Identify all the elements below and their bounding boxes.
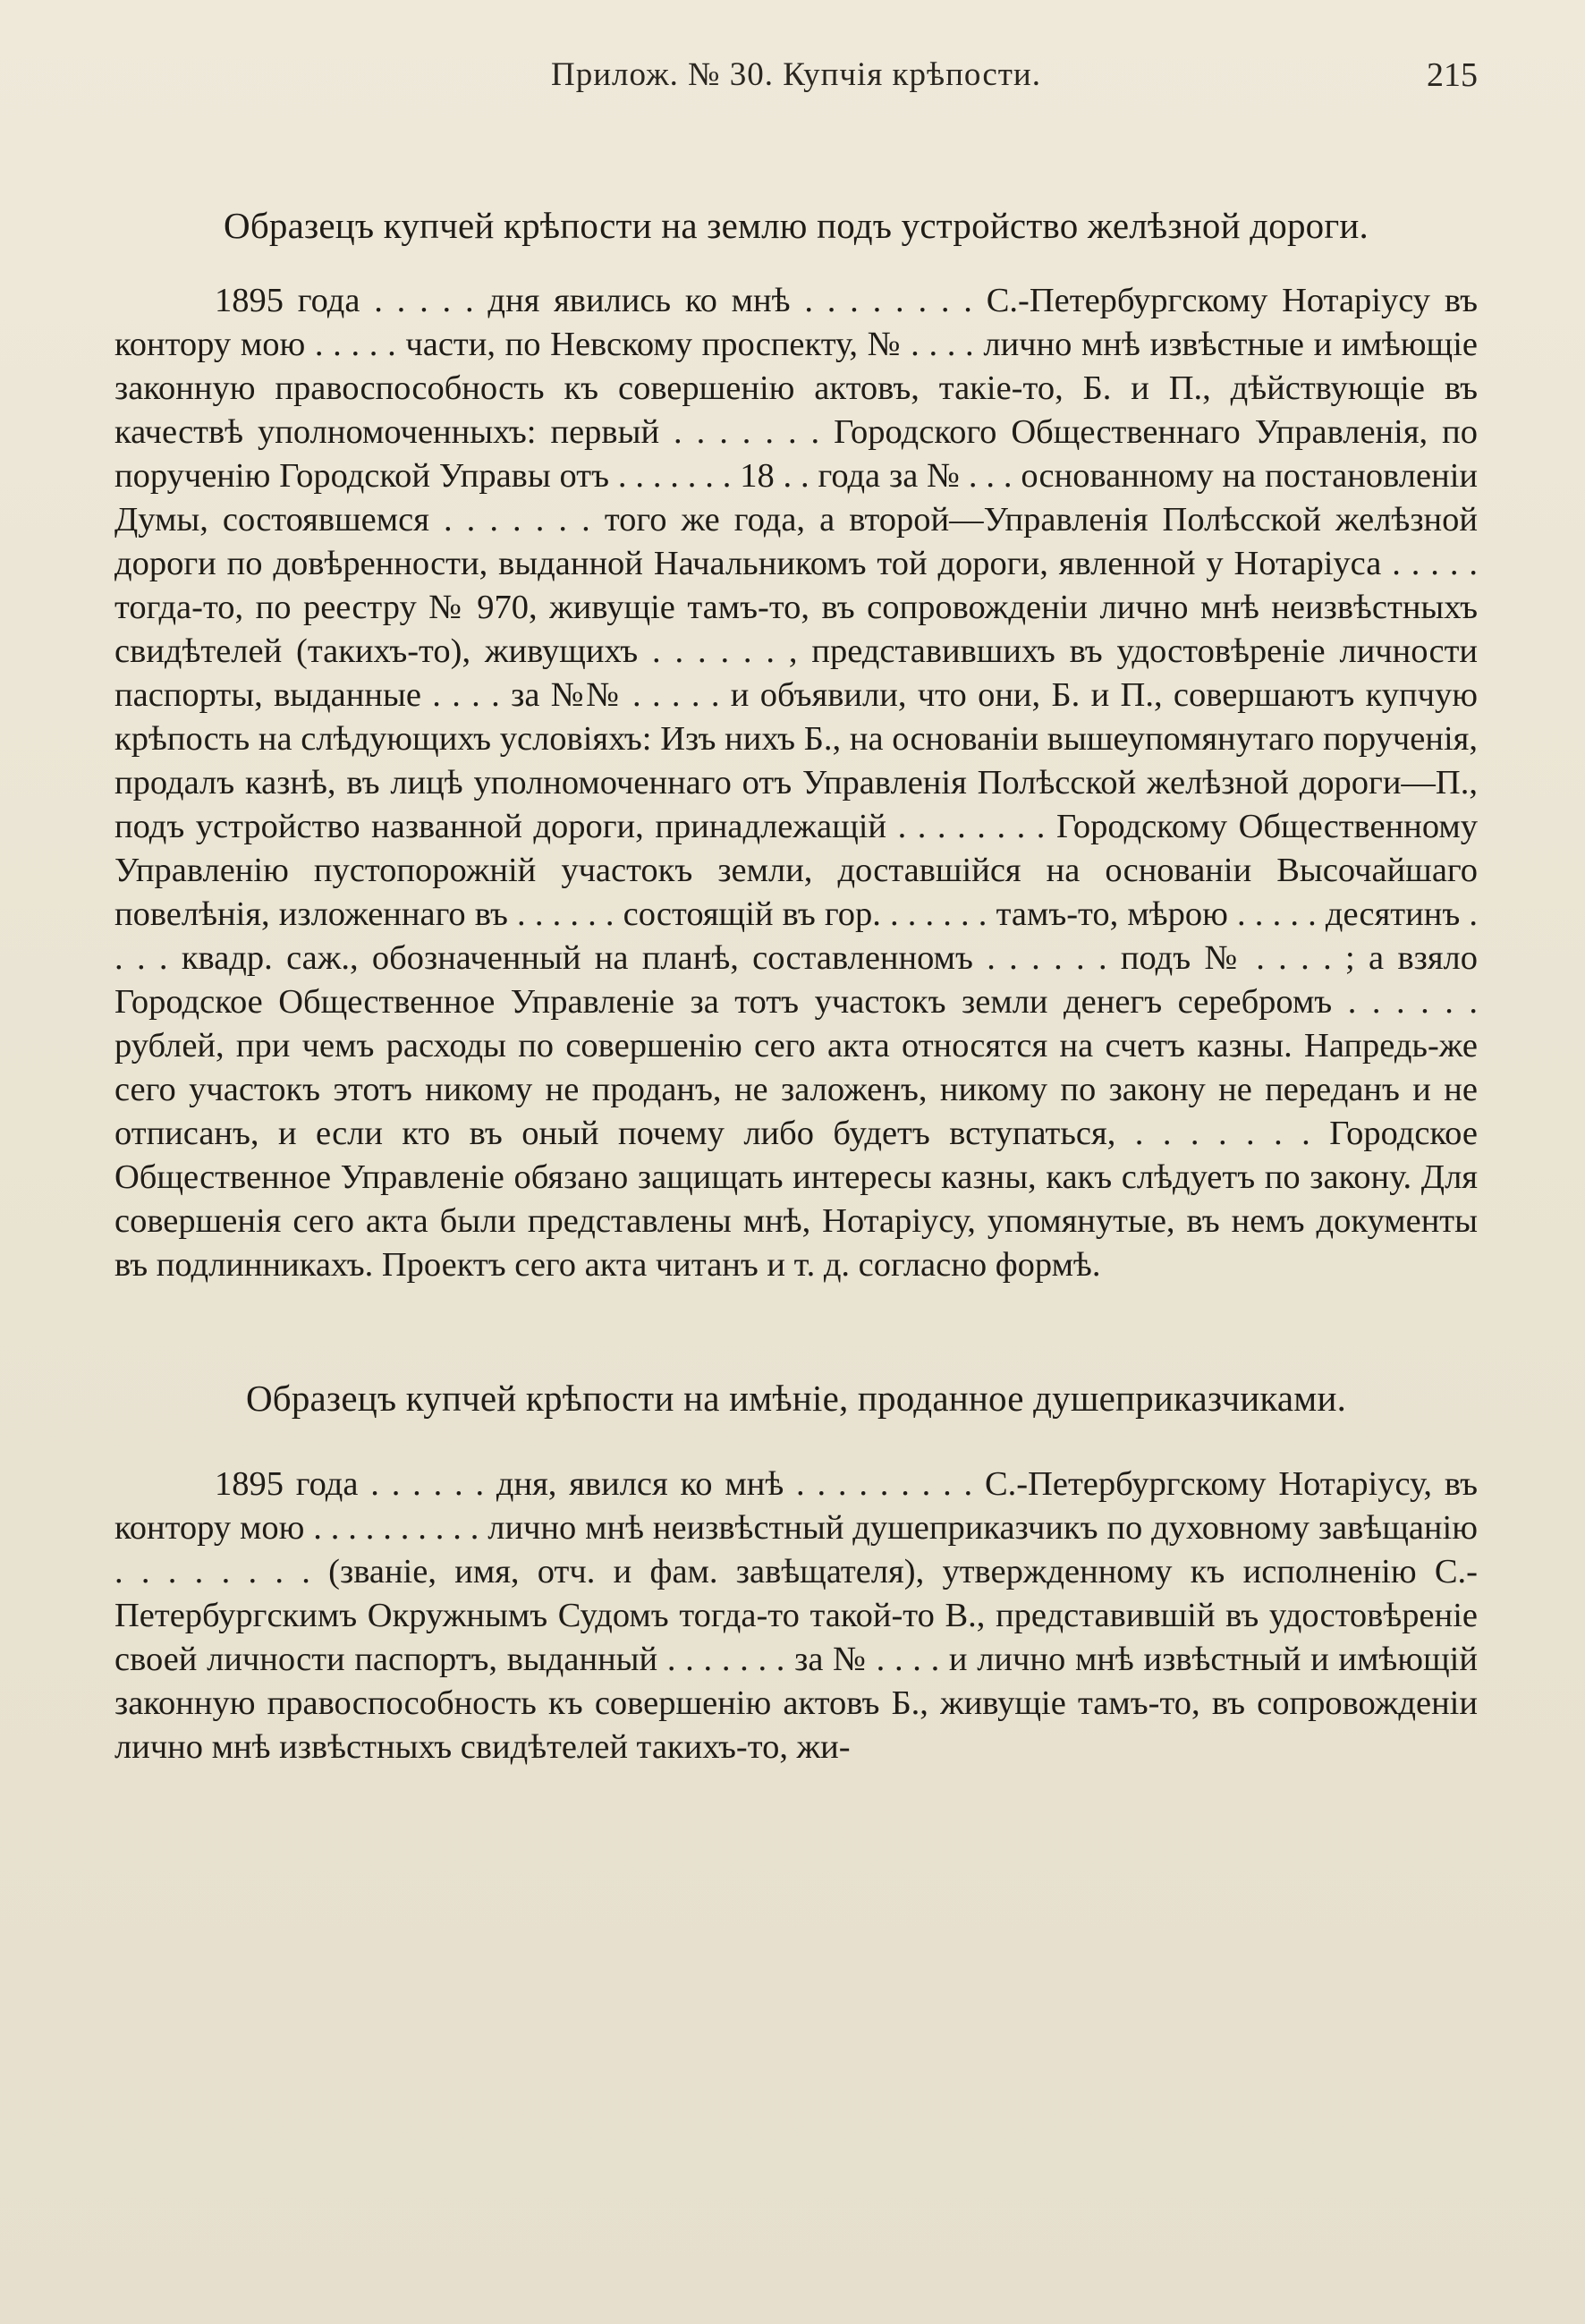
- page-number: 215: [1427, 56, 1478, 94]
- running-header: [114, 55, 1478, 104]
- section-railway-land-deed: [114, 202, 1478, 1287]
- section-heading: Образецъ купчей крѣпости на землю подъ устройство желѣзной дороги.: [224, 205, 1369, 246]
- section-estate-deed: [114, 1375, 1478, 1769]
- section-body: [114, 1463, 1478, 1769]
- section-body: [114, 279, 1478, 1287]
- body-paragraph: 1895 года . . . . . дня явились ко мнѣ . . . . . . . . С.-Петербургскому Нотаріусу въ контору мою . . . . . части, по Невскому проспекту, № . . . . лично мнѣ извѣстные и имѣющіе законную правоспособность къ совершенію актовъ, такіе-то, Б. и П., дѣйствующіе въ качествѣ уполномоченныхъ: первый . . . . . . . Городского Общественнаго Управленія, по порученію Городской Управы отъ . . . . . . . 18 . . года за № . . . основанному на постановленіи Думы, состоявшемся . . . . . . . того же года, а второй—Управленія Полѣсской желѣзной дороги по довѣренности, выданной Начальникомъ той дороги, явленной у Нотаріуса . . . . . тогда-то, по реестру № 970, живущіе тамъ-то, въ сопровожденіи лично мнѣ неизвѣстныхъ свидѣтелей (такихъ-то), живущихъ . . . . . . , представившихъ въ удостовѣреніе личности паспорты, выданные . . . . за №№ . . . . . и объявили, что они, Б. и П., совершаютъ купчую крѣпость на слѣдующихъ условіяхъ: Изъ нихъ Б., на основаніи вышеупомянутаго порученія, продалъ казнѣ, въ лицѣ уполномоченнаго отъ Управленія Полѣсской желѣзной дороги—П., подъ устройство названной дороги, принадлежащій . . . . . . . . Городскому Общественному Управленію пустопорожній участокъ земли, доставшійся на основаніи Высочайшаго повелѣнія, изложеннаго въ . . . . . . состоящій въ гор. . . . . . . тамъ-то, мѣрою . . . . . десятинъ . . . . квадр. саж., обозначенный на планѣ, составленномъ . . . . . . подъ № . . . . ; а взяло Городское Общественное Управленіе за тотъ участокъ земли денегъ серебромъ . . . . . . рублей, при чемъ расходы по совершенію сего акта относятся на счетъ казны. Напредь-же сего участокъ этотъ никому не проданъ, не заложенъ, никому по закону не переданъ и не отписанъ, и если кто въ оный почему либо будетъ вступаться, . . . . . . . Городское Общественное Управленіе обязано защищать интересы казны, какъ слѣдуетъ по закону. Для совершенія сего акта были представлены мнѣ, Нотаріусу, упомянутые, въ немъ документы въ подлинникахъ. Проектъ сего акта читанъ и т. д. согласно формѣ.: [114, 282, 1478, 1284]
- body-paragraph: 1895 года . . . . . . дня, явился ко мнѣ . . . . . . . . . С.-Петербургскому Нотаріусу, въ контору мою . . . . . . . . . . лично мнѣ неизвѣстный душеприказчикъ по духовному завѣщанію . . . . . . . . (званіе, имя, отч. и фам. завѣщателя), утвержденному къ исполненію С.-Петербургскимъ Окружнымъ Судомъ тогда-то такой-то В., представившій въ удостовѣреніе своей личности паспортъ, выданный . . . . . . . за № . . . . и лично мнѣ извѣстный и имѣющій законную правоспособность къ совершенію актовъ Б., живущіе тамъ-то, въ сопровожденіи лично мнѣ извѣстныхъ свидѣтелей такихъ-то, жи-: [114, 1465, 1478, 1766]
- section-heading: Образецъ купчей крѣпости на имѣніе, проданное душеприказчиками.: [245, 1378, 1347, 1419]
- running-title: Прилож. № 30. Купчія крѣпости.: [551, 56, 1041, 93]
